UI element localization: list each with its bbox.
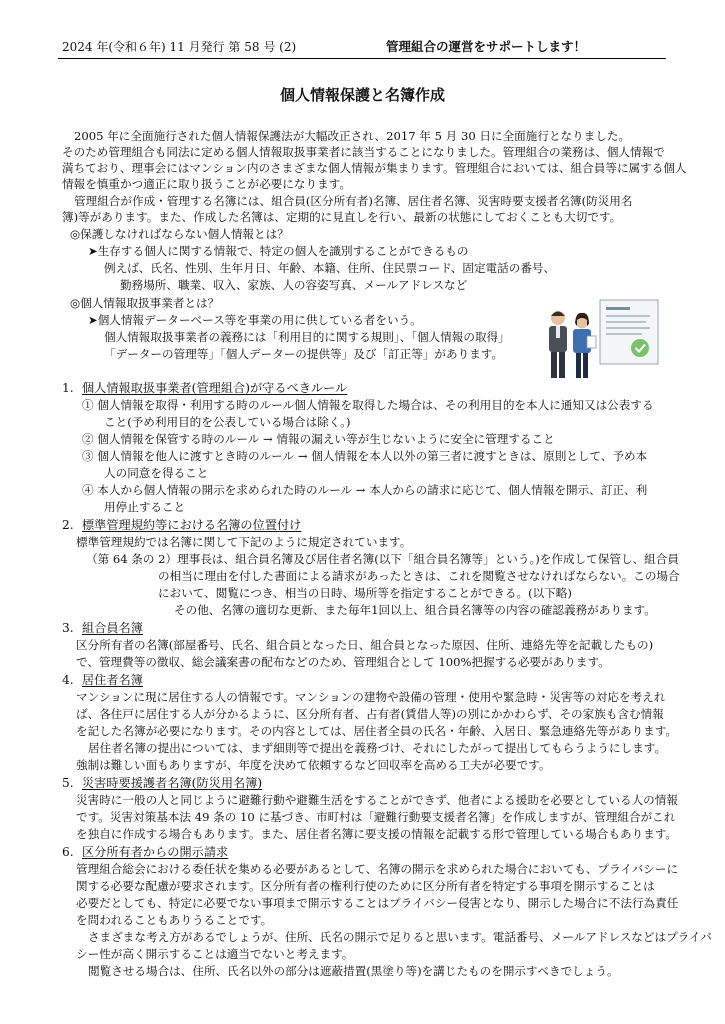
- section-heading: 標準管理規約等における名簿の位置付け: [82, 518, 302, 532]
- business-people-checklist-illustration: [540, 296, 666, 382]
- section-line: ③ 個人情報を他人に渡すとき時のルール → 個人情報を本人以外の第三者に渡すときは、原則として、予め本: [82, 449, 648, 463]
- section-line: 強制は難しい面もありますが、年度を決めて依頼するなど回収率を高める工夫が必要です。: [76, 758, 551, 772]
- section-line: 人の同意を得ること: [104, 466, 209, 480]
- section-line: シー性が高く開示することは適当でないと考えます。: [76, 947, 354, 961]
- intro-line: ➤生存する個人に関する情報で、特定の個人を識別することができるもの: [88, 244, 469, 258]
- section-heading: 居住者名簿: [82, 673, 143, 687]
- section-line: です。災害対策基本法 49 条の 10 に基づき、市町村は「避難行動要支援者名簿」を作成しますが、管理組合がこれ: [76, 810, 676, 824]
- section-line: 閲覧させる場合は、住所、氏名以外の部分は遮蔽措置(黒塗り等)を講じたものを開示すべきでしょう。: [88, 964, 619, 978]
- section-number: 1.: [62, 381, 74, 395]
- section-line: ② 個人情報を保管する時のルール → 情報の漏えい等が生じないように安全に管理すること: [82, 432, 555, 446]
- section-line: 関する必要な配慮が要求されます。区分所有者の権利行使のために区分所有者を特定する事項を開示することは: [76, 879, 655, 893]
- section-line: ば、各住戸に居住する人が分かるように、区分所有者、占有者(賃借人等)の別にかかわらず、その家族も含む情報: [76, 707, 664, 721]
- intro-line: 例えば、氏名、性別、生年月日、年齢、本籍、住所、住民票コード、固定電話の番号、: [104, 261, 556, 275]
- page-title: 個人情報保護と名簿作成: [279, 86, 445, 104]
- section-line: において、閲覧につき、相当の日時、場所等を指定することができる。(以下略): [158, 586, 572, 600]
- issue-info: 2024 年(令和６年) 11 月発行 第 58 号 (2): [62, 40, 297, 54]
- section-number: 3.: [62, 621, 74, 635]
- section-line: （第 64 条の 2）理事長は、組合員名簿及び居住者名簿(以下「組合員名簿等」という。)を作成して保管し、組合員: [86, 552, 679, 566]
- section-line: を記した名簿が必要になります。その内容としては、居住者全員の氏名・年齢、入居日、緊急連絡先等があります。: [76, 724, 678, 738]
- intro-line: ◎保護しなければならない個人情報とは？: [70, 227, 289, 241]
- section-line: 必要だとしても、特定に必要でない事項まで開示することはプライバシー侵害となり、開示した場合に不法行為責任: [76, 896, 679, 910]
- intro-line: ➤個人情報データーベース等を事業の用に供している者をいう。: [88, 313, 422, 327]
- header-rule: [58, 58, 666, 59]
- section-line: 災害時に一般の人と同じように避難行動や避難生活をすることができず、他者による援助を必要としている人の情報: [76, 793, 678, 807]
- section-line: の相当に理由を付した書面による請求があったときは、これを閲覧させなければならない。この場合: [158, 569, 680, 583]
- section-number: 6.: [62, 845, 74, 859]
- section-line: を独自に作成する場合もあります。また、居住者名簿に要支援の情報を記載する形で管理している場合もあります。: [76, 827, 678, 841]
- section-line: さまざまな考え方があるでしょうが、住所、氏名の開示で足りると思います。電話番号、メールアドレスなどはプライバ: [88, 930, 712, 944]
- section-line: 管理組合総会における委任状を集める必要があるとして、名簿の開示を求められた場合においても、プライバシーに: [76, 862, 679, 876]
- section-line: を問われることもありうることです。: [76, 913, 273, 927]
- section-heading: 個人情報取扱事業者(管理組合)が守るべきルール: [82, 381, 348, 395]
- section-line: で、管理費等の徴収、総会議案書の配布などのため、管理組合として 100%把握する必要があります。: [76, 655, 610, 669]
- section-line: こと(予め利用目的を公表している場合は除く。): [104, 415, 351, 429]
- section-heading: 区分所有者からの開示請求: [82, 845, 229, 859]
- section-number: 5.: [62, 776, 74, 790]
- section-line: マンションに現に居住する人の情報です。マンションの建物や設備の管理・使用や緊急時・災害等の対応を考えれ: [76, 690, 666, 704]
- intro-line: 満ちており、理事会にはマンション内のさまざまな個人情報が集まります。管理組合においては、組合員等に属する個人: [62, 161, 687, 175]
- intro-line: 2005 年に全面施行された個人情報保護法が大幅改正され、2017 年 5 月 30 日に全面施行となりました。: [74, 129, 631, 143]
- section-line: 区分所有者の名簿(部屋番号、氏名、組合員となった日、組合員となった原因、住所、連絡先等を記載したもの): [76, 638, 654, 652]
- section-heading: 災害時要援護者名簿(防災用名簿): [82, 776, 263, 790]
- intro-line: 管理組合が作成・管理する名簿には、組合員(区分所有者)名簿、居住者名簿、災害時要支援者名簿(防災用名: [74, 194, 633, 208]
- intro-line: そのため管理組合も同法に定める個人情報取扱事業者に該当することになりました。管理組合の業務は、個人情報で: [62, 145, 665, 159]
- section-heading: 組合員名簿: [82, 621, 143, 635]
- intro-line: 勤務場所、職業、収入、家族、人の容姿写真、メールアドレスなど: [120, 278, 468, 292]
- section-number: 4.: [62, 673, 74, 687]
- page-header: [62, 36, 662, 56]
- intro-line: ◎個人情報取扱事業者とは？: [70, 296, 220, 310]
- section-line: その他、名簿の適切な更新、また毎年1回以上、組合員名簿等の内容の確認義務があります。: [174, 603, 656, 617]
- intro-line: 「データーの管理等」「個人データーの提供等」及び「訂正等」があります。: [104, 347, 504, 361]
- section-line: ① 個人情報を取得・利用する時のルール個人情報を取得した場合は、その利用目的を本人に通知又は公表する: [82, 398, 654, 412]
- section-line: 居住者名簿の提出については、まず細則等で提出を義務づけ、それにしたがって提出してもらうようにします。: [88, 741, 667, 755]
- section-line: 用停止すること: [104, 500, 186, 514]
- intro-line: 簿)等があります。また、作成した名簿は、定期的に見直しを行い、最新の状態にしておくことも大切です。: [62, 210, 622, 224]
- section-line: 標準管理規約では名簿に関して下記のように規定されています。: [76, 535, 412, 549]
- section-line: ④ 本人から個人情報の開示を求められた時のルール → 本人からの請求に応じて、個人情報を開示、訂正、利: [82, 483, 648, 497]
- section-number: 2.: [62, 518, 74, 532]
- header-slogan: 管理組合の運営をサポートします！: [386, 39, 587, 54]
- intro-line: 個人情報取扱事業者の義務には「利用目的に関する規則」、「個人情報の取得」: [104, 330, 510, 344]
- intro-line: 情報を慎重かつ適正に取り扱うことが必要になります。: [62, 177, 351, 191]
